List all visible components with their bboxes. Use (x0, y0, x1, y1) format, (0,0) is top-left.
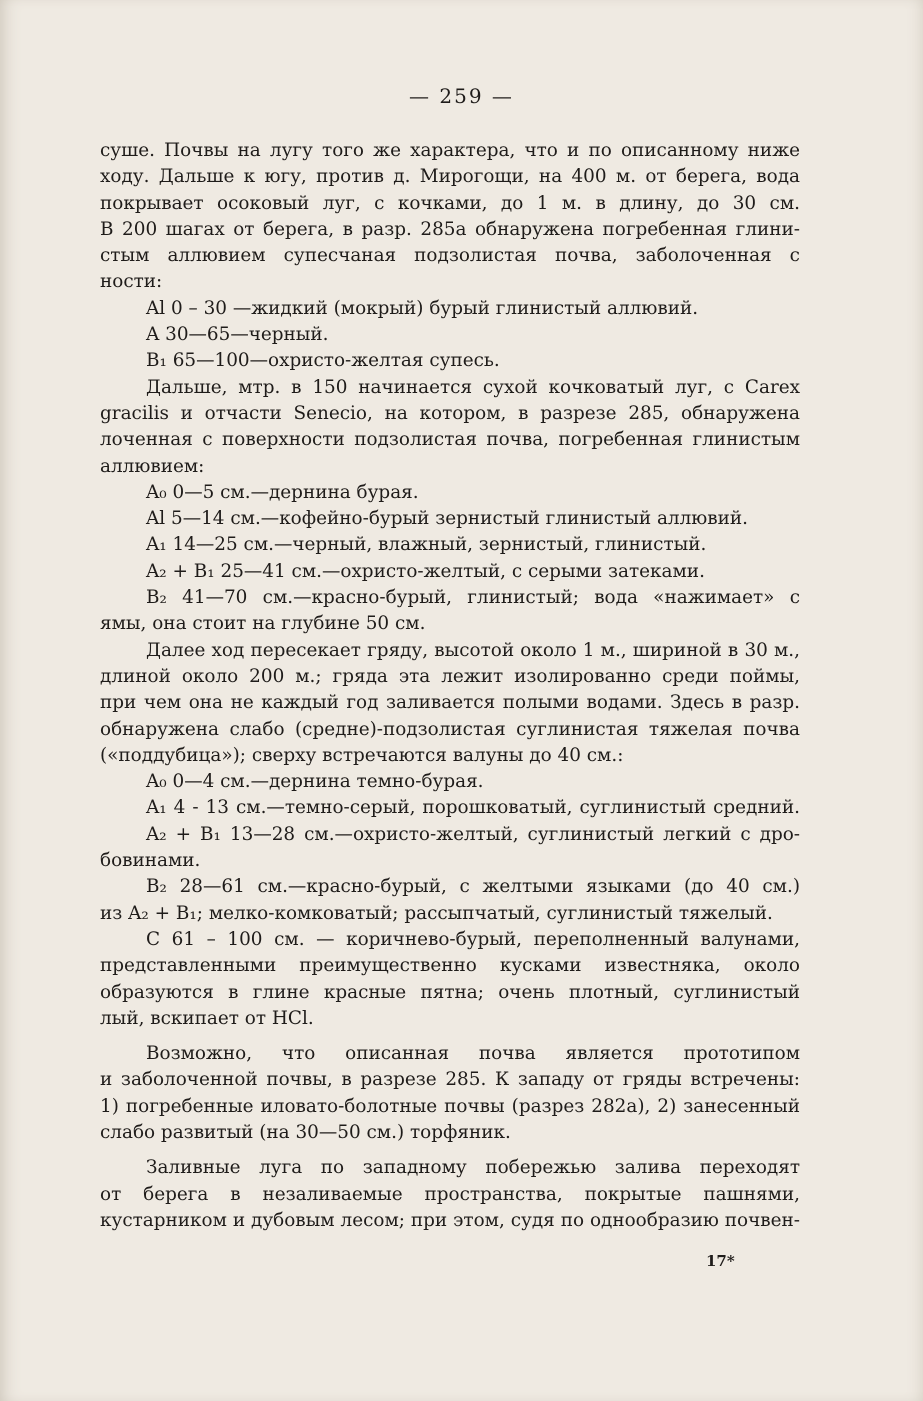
text-line: A₁ 14—25 см.—черный, влажный, зернистый, глинистый. (146, 534, 707, 556)
text-line: A₁ 4 - 13 см.—темно-серый, порошковатый, суглинистый средний. (146, 797, 800, 819)
text-line: Далее ход пересекает гряду, высотой около 1 м., шириной в 30 м., (146, 639, 800, 661)
text-line: бовинами. (100, 850, 201, 872)
text-line: Al 0 – 30 —жидкий (мокрый) бурый глинистый аллювий. (146, 297, 699, 319)
text-line: суше. Почвы на лугу того же характера, что и по описанному ниже (100, 140, 800, 161)
text-line: из A₂ + B₁; мелко-комковатый; рассыпчатый, суглинистый тяжелый. (100, 902, 773, 924)
text-line: Дальше, мтр. в 150 начинается сухой кочковатый луг, с Carex (146, 376, 800, 398)
text-line: ходу. Дальше к югу, против д. Мирогощи, на 400 м. от берега, вода (100, 166, 800, 188)
text-line: A₂ + B₁ 25—41 см.—охристо-желтый, с серыми затеками. (146, 560, 705, 582)
text-line: Заливные луга по западному побережью залива переходят (146, 1157, 800, 1179)
text-line: 1) погребенные иловато-болотные почвы (разрез 282а), 2) занесенный (100, 1095, 800, 1117)
text-line: B₂ 28—61 см.—красно-бурый, с желтыми языками (до 40 см.) (146, 876, 800, 898)
text-line: gracilis и отчасти Senecio, на котором, в разрезе 285, обнаружена (100, 402, 800, 424)
text-line: длиной около 200 м.; гряда эта лежит изолированно среди поймы, (100, 665, 800, 687)
signature-mark: 17* (706, 1252, 735, 1270)
text-line: C 61 – 100 см. — коричнево-бурый, переполненный валунами, (146, 928, 800, 950)
text-line: покрывает осоковый луг, с кочками, до 1 м. в длину, до 30 см. (100, 192, 800, 214)
text-line: A₀ 0—5 см.—дернина бурая. (146, 481, 419, 503)
text-line: лый, вскипает от HCl. (100, 1007, 314, 1029)
paragraph-gap (100, 1032, 800, 1041)
text-line: B₂ 41—70 см.—красно-бурый, глинистый; вода «нажимает» с (146, 587, 800, 609)
text-line: обнаружена слабо (средне)-подзолистая суглинистая тяжелая почва (100, 718, 800, 740)
text-line: представленными преимущественно кусками известняка, около (100, 955, 800, 977)
text-line: лоченная с поверхности подзолистая почва, погребенная глинистым (100, 429, 800, 451)
text-line: стым аллювием супесчаная подзолистая почва, заболоченная с (100, 245, 800, 267)
text-line: кустарником и дубовым лесом; при этом, судя по однообразию почвен- (100, 1209, 800, 1231)
text-line: A₀ 0—4 см.—дернина темно-бурая. (146, 771, 484, 793)
text-line: ности: (100, 271, 163, 293)
paragraph-gap (100, 1146, 800, 1155)
text-line: Возможно, что описанная почва является прототипом (146, 1043, 800, 1065)
text-line: образуются в глине красные пятна; очень плотный, суглинистый (100, 981, 800, 1003)
text-line: аллювием: (100, 455, 205, 477)
text-line: слабо развитый (на 30—50 см.) торфяник. (100, 1121, 511, 1143)
text-line: Al 5—14 см.—кофейно-бурый зернистый глинистый аллювий. (146, 508, 749, 530)
text-line: («поддубица»); сверху встречаются валуны до 40 см.: (100, 744, 624, 766)
text-line: A₂ + B₁ 13—28 см.—охристо-желтый, суглинистый легкий с дро- (146, 823, 800, 845)
text-line: В 200 шагах от берега, в разр. 285а обнаружена погребенная глини- (100, 218, 800, 240)
page-number: — 259 — (409, 84, 514, 108)
text-line: B₁ 65—100—охристо-желтая супесь. (146, 350, 500, 372)
text-line: A 30—65—черный. (146, 324, 329, 346)
text-line: при чем она не каждый год заливается полыми водами. Здесь в разр. (100, 692, 800, 714)
body-text (100, 138, 800, 1234)
text-line: и заболоченной почвы, в разрезе 285. К западу от гряды встречены: (100, 1069, 800, 1091)
text-line: от берега в незаливаемые пространства, покрытые пашнями, (100, 1183, 800, 1205)
text-line: ямы, она стоит на глубине 50 см. (100, 613, 426, 635)
